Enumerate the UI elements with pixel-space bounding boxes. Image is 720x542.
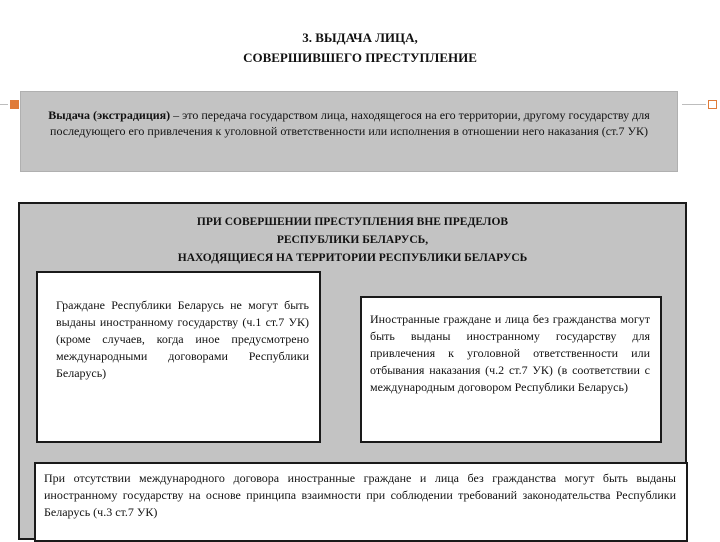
rules-heading-line-3: НАХОДЯЩИЕСЯ НА ТЕРРИТОРИИ РЕСПУБЛИКИ БЕЛАРУСЬ xyxy=(177,252,528,264)
title-line-1: 3. ВЫДАЧА ЛИЦА, xyxy=(302,30,418,45)
definition-text: – это передача государством лица, находящегося на его территории, другому государству для последующего его привлечения к уголовной ответственности или исполнения в отношении него наказания (ст.7 УК) xyxy=(50,108,650,138)
accent-square-left xyxy=(10,100,19,109)
accent-square-right xyxy=(708,100,717,109)
accent-line-left xyxy=(0,104,8,105)
rules-heading xyxy=(80,213,625,267)
title-line-2: СОВЕРШИВШЕГО ПРЕСТУПЛЕНИЕ xyxy=(243,50,477,65)
rules-heading-line-1: ПРИ СОВЕРШЕНИИ ПРЕСТУПЛЕНИЯ ВНЕ ПРЕДЕЛОВ xyxy=(196,216,509,228)
no-treaty-box: При отсутствии международного договора иностранные граждане и лица без гражданства могут быть выданы иностранному государству на основе принципа взаимности при соблюдении требований законодательства Республики Беларусь (ч.3 ст.7 УК) xyxy=(34,462,688,542)
foreigners-box: Иностранные граждане и лица без гражданства могут быть выданы иностранному государству для привлечения к уголовной ответственности или отбывания наказания (ч.2 ст.7 УК) (в соответствии с международным договором Республики Беларусь) xyxy=(360,296,662,443)
extradition-rules-box xyxy=(18,202,687,540)
page-title xyxy=(150,28,570,68)
citizens-box: Граждане Республики Беларусь не могут быть выданы иностранному государству (ч.1 ст.7 УК) (кроме случаев, когда иное предусмотрено международными договорами Республики Беларусь) xyxy=(36,271,321,443)
accent-line-right xyxy=(682,104,706,105)
definition-term: Выдача (экстрадиция) xyxy=(48,108,171,122)
rules-heading-line-2: РЕСПУБЛИКИ БЕЛАРУСЬ, xyxy=(276,234,429,246)
definition-box xyxy=(20,91,678,172)
